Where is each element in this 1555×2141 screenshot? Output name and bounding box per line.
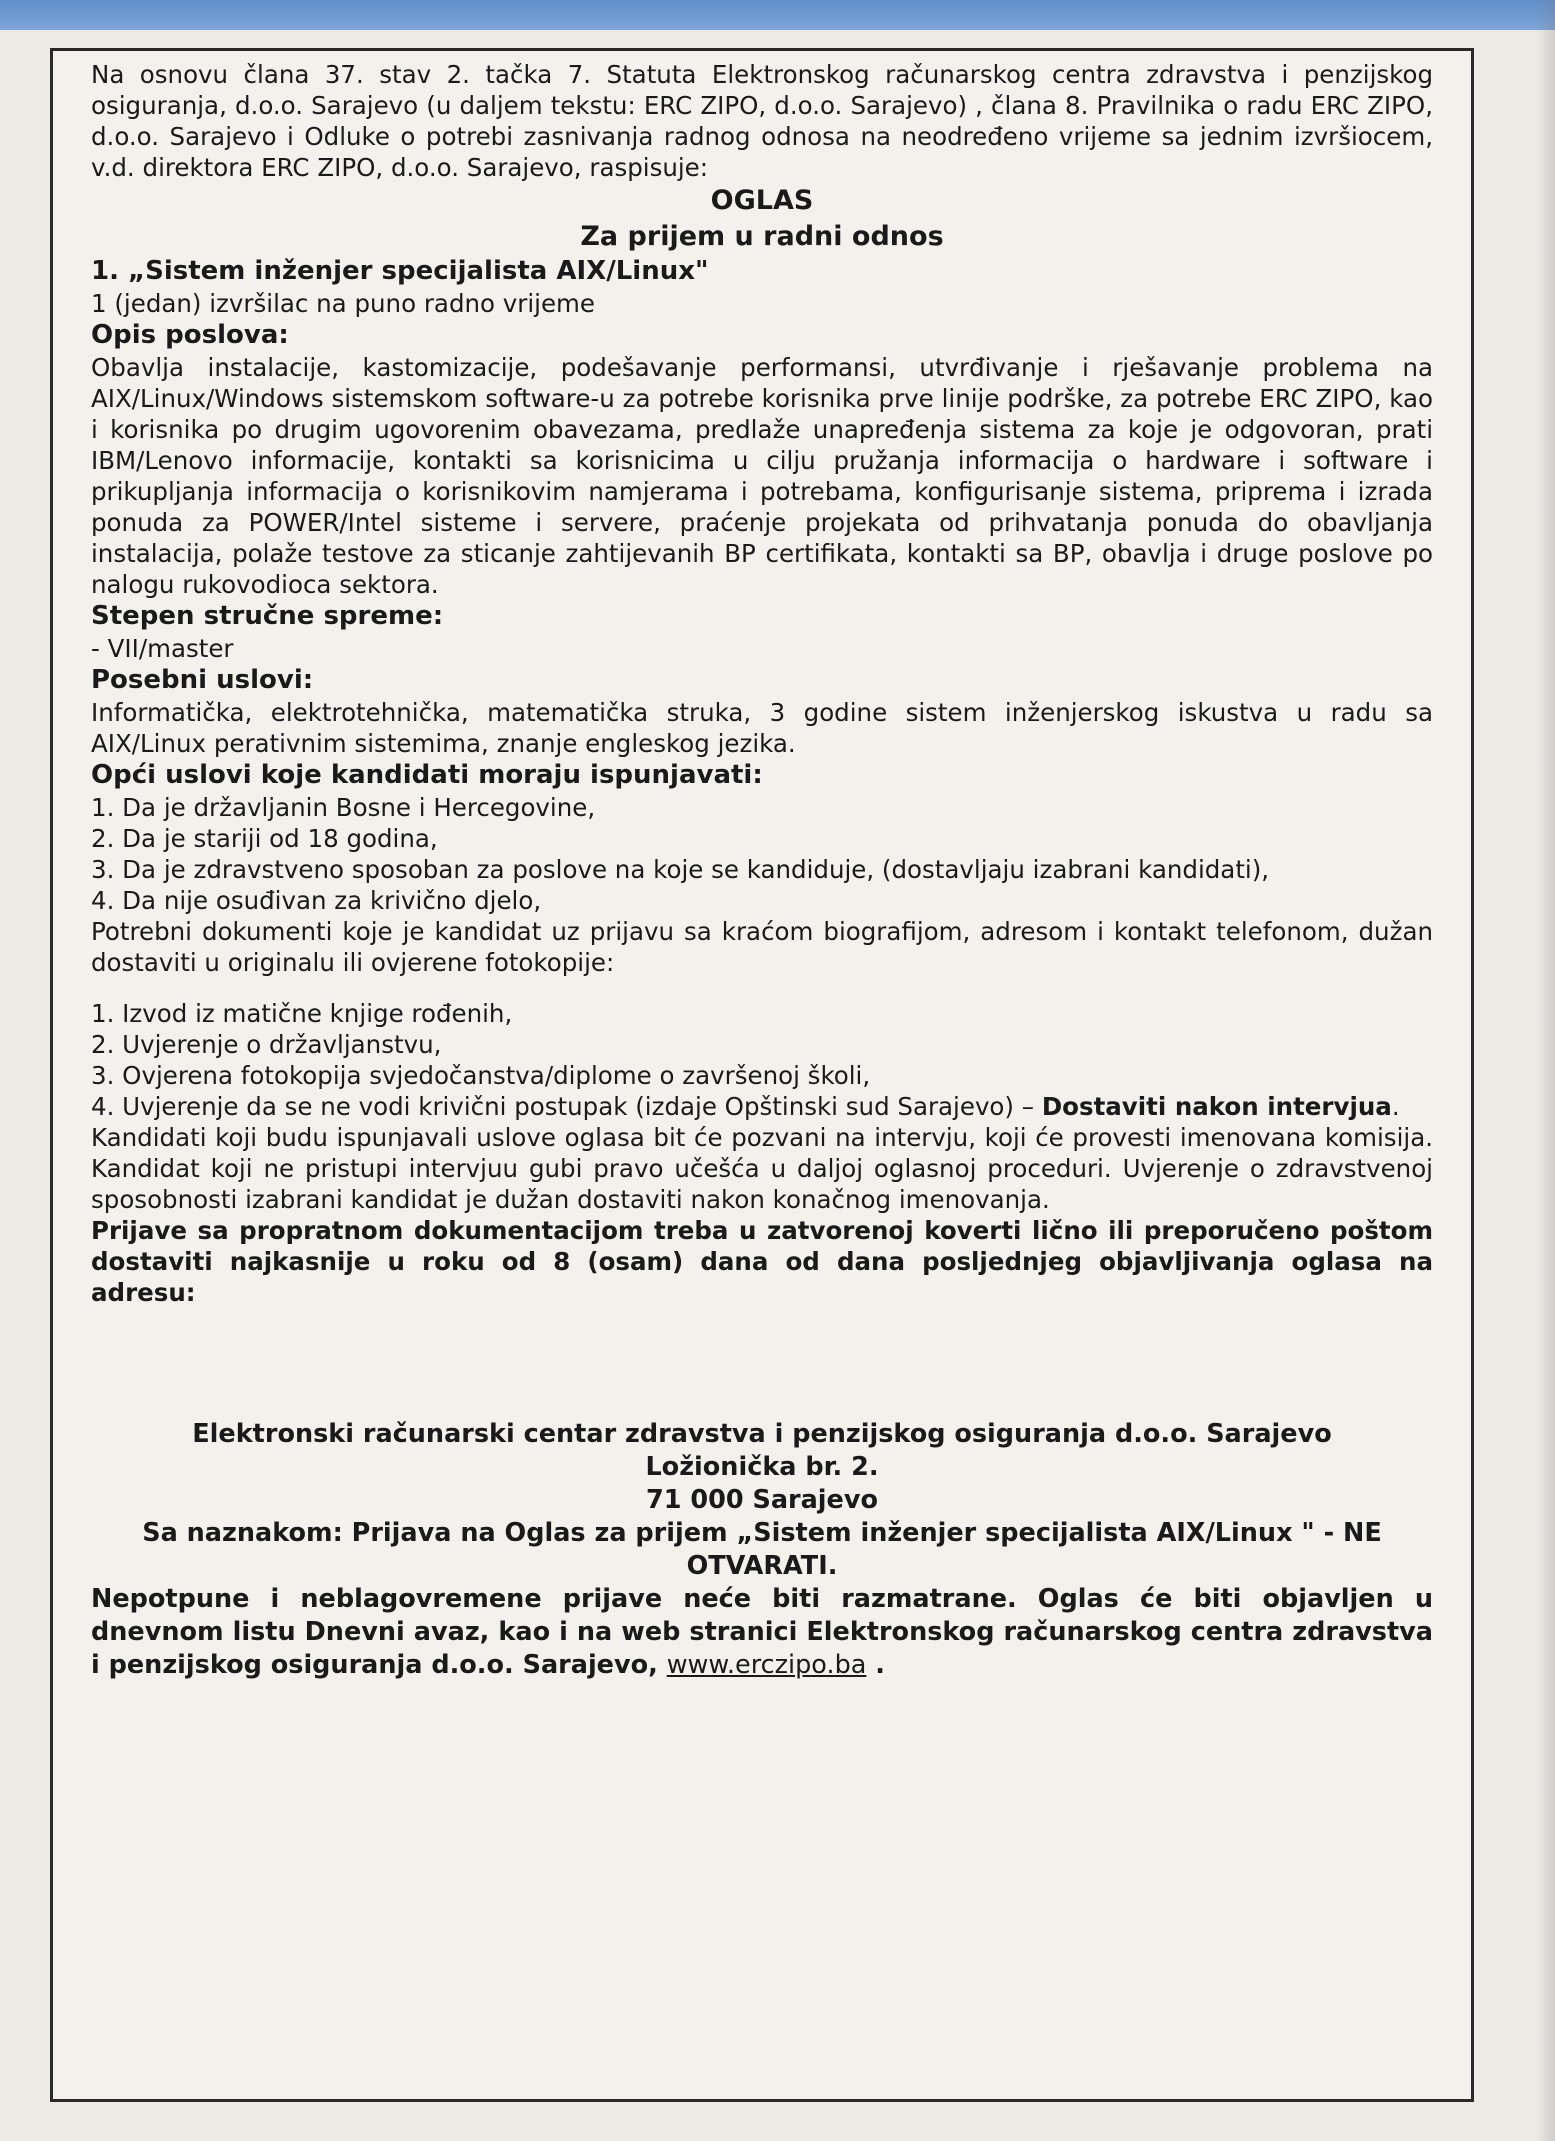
education-value: - VII/master (91, 634, 234, 663)
ad-title: OGLAS (710, 185, 814, 216)
list-item (91, 1091, 1433, 1122)
document-item-4-text: 4. Uvjerenje da se ne vodi krivični postupak (izdaje Opštinski sud Sarajevo) – (91, 1092, 1042, 1121)
list-item: 1. Da je državljanin Bosne i Hercegovine, (91, 793, 596, 822)
list-item: 2. Uvjerenje o državljanstvu, (91, 1030, 442, 1059)
ad-subtitle: Za prijem u radni odnos (580, 221, 944, 252)
address-label: Sa naznakom: Prijava na Oglas za prijem „Sistem inženjer specijalista AIX/Linux " - NE OTVARATI. (142, 1518, 1382, 1581)
position-count: 1 (jedan) izvršilac na puno radno vrijeme (91, 289, 595, 318)
list-item: 4. Da nije osuđivan za krivično djelo, (91, 886, 542, 915)
final-note-text: Nepotpune i neblagovremene prijave neće biti razmatrane. Oglas će biti objavljen u dnevnom listu Dnevni avaz, kao i na web stranici Elektronskog računarskog centra zdravstva i penzijskog osiguranja d.o.o. Sarajevo, (91, 1584, 1433, 1680)
address-street: Ložionička br. 2. (645, 1452, 879, 1482)
website-link[interactable]: www.erczipo.ba (666, 1650, 867, 1680)
job-description-heading: Opis poslova: (91, 320, 289, 350)
final-note-end: . (866, 1650, 885, 1680)
interview-note: Kandidati koji budu ispunjavali uslove oglasa bit će pozvani na intervju, koji će provesti imenovana komisija. Kandidat koji ne pristupi intervjuu gubi pravo učešća u daljoj oglasnoj proceduri. Uvjerenje o zdravstvenoj sposobnosti izabrani kandidat je dužan dostaviti nakon konačnog imenovanja. (91, 1123, 1433, 1214)
document-item-4-end: . (1391, 1092, 1400, 1121)
intro-paragraph: Na osnovu člana 37. stav 2. tačka 7. Statuta Elektronskog računarskog centra zdravstva i penzijskog osiguranja, d.o.o. Sarajevo (u daljem tekstu: ERC ZIPO, d.o.o. Sarajevo) , člana 8. Pravilnika o radu ERC ZIPO, d.o.o. Sarajevo i Odluke o potrebi zasnivanja radnog odnosa na neodređeno vrijeme sa jednim izvršiocem, v.d. direktora ERC ZIPO, d.o.o. Sarajevo, raspisuje: (91, 60, 1433, 182)
final-note (91, 1583, 1433, 1682)
address-city: 71 000 Sarajevo (645, 1485, 878, 1515)
education-heading: Stepen stručne spreme: (91, 601, 444, 631)
general-conditions-list (91, 792, 1433, 916)
list-item: 2. Da je stariji od 18 godina, (91, 824, 438, 853)
job-advertisement (50, 48, 1474, 2102)
list-item: 3. Da je zdravstveno sposoban za poslove na koje se kandiduje, (dostavljaju izabrani kandidati), (91, 855, 1270, 884)
documents-intro: Potrebni dokumenti koje je kandidat uz prijavu sa kraćom biografijom, adresom i kontakt telefonom, dužan dostaviti u originalu ili ovjerene fotokopije: (91, 917, 1433, 977)
address-block (91, 1418, 1433, 1583)
special-conditions-heading: Posebni uslovi: (91, 665, 314, 695)
newspaper-top-band (0, 0, 1555, 30)
document-item-4-bold: Dostaviti nakon intervjua (1041, 1092, 1392, 1121)
page-edge-shadow (1535, 0, 1555, 2141)
special-conditions-text: Informatička, elektrotehnička, matematička struka, 3 godine sistem inženjerskog iskustva u radu sa AIX/Linux perativnim sistemima, znanje engleskog jezika. (91, 698, 1433, 758)
list-item: 3. Ovjerena fotokopija svjedočanstva/diplome o završenoj školi, (91, 1061, 871, 1090)
documents-list (91, 998, 1433, 1122)
position-name: 1. „Sistem inženjer specijalista AIX/Linux" (91, 256, 709, 286)
list-item: 1. Izvod iz matične knjige rođenih, (91, 999, 513, 1028)
job-description-text: Obavlja instalacije, kastomizacije, podešavanje performansi, utvrđivanje i rješavanje problema na AIX/Linux/Windows sistemskom software-u za potrebe korisnika prve linije podrške, za potrebe ERC ZIPO, kao i korisnika po drugim ugovorenim obavezama, predlaže unapređenja sistema za koje je odgovoran, prati IBM/Lenovo informacije, kontakti sa korisnicima u cilju pružanja informacija o hardware i software i prikupljanja informacija o korisnikovim namjerama i potrebama, konfigurisanje sistema, priprema i izrada ponuda za POWER/Intel sisteme i servere, praćenje projekata od prihvatanja ponuda do obavljanja instalacija, polaže testove za sticanje zahtijevanih BP certifikata, kontakti sa BP, obavlja i druge poslove po nalogu rukovodioca sektora. (91, 353, 1433, 599)
submission-note: Prijave sa propratnom dokumentacijom treba u zatvorenoj koverti lično ili preporučeno poštom dostaviti najkasnije u roku od 8 (osam) dana od dana posljednjeg objavljivanja oglasa na adresu: (91, 1216, 1433, 1307)
general-conditions-heading: Opći uslovi koje kandidati moraju ispunjavati: (91, 760, 763, 790)
address-org: Elektronski računarski centar zdravstva i penzijskog osiguranja d.o.o. Sarajevo (192, 1419, 1332, 1449)
